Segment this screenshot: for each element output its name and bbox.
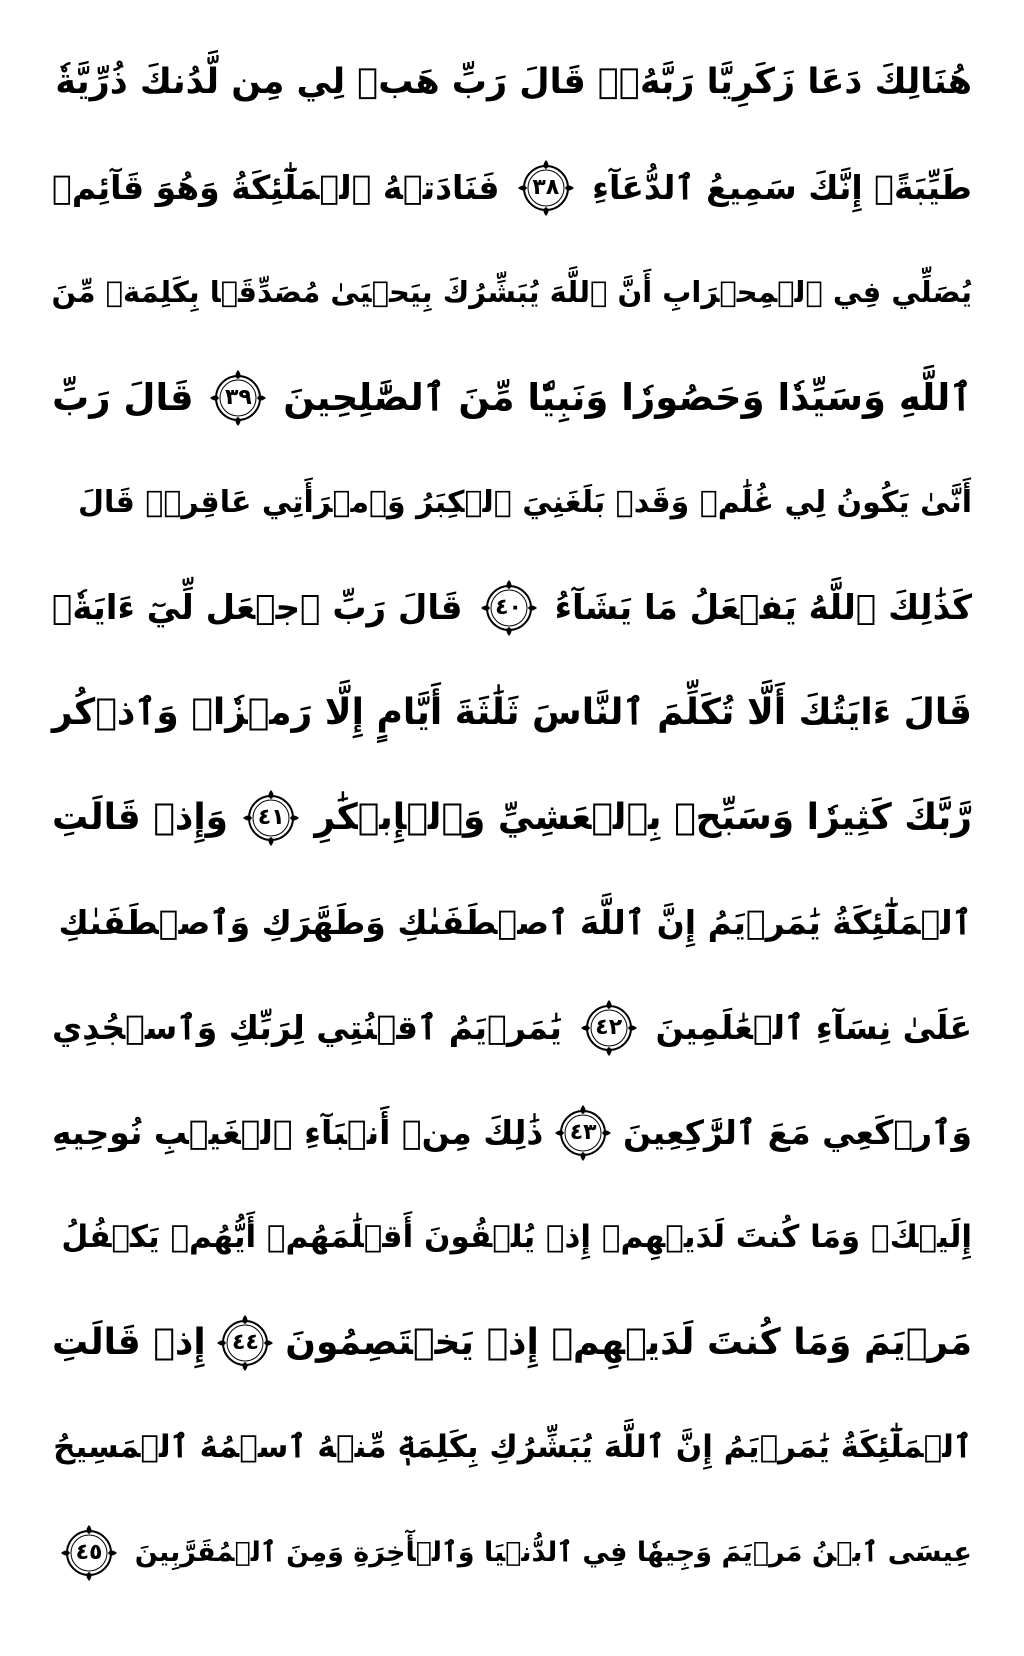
verse-end-marker	[214, 1312, 276, 1374]
text-segment: فَنَادَتۡهُ ٱلۡمَلَٰٓئِكَةُ وَهُوَ قَآئِمٞ	[52, 168, 500, 207]
text-segment: إِذۡ قَالَتِ	[52, 1321, 206, 1363]
verse-end-marker	[207, 367, 269, 429]
text-segment: طَيِّبَةًۖ إِنَّكَ سَمِيعُ ٱلدُّعَآءِ	[592, 168, 972, 207]
text-segment: هُنَالِكَ دَعَا زَكَرِيَّا رَبَّهُۥۖ قَالَ رَبِّ هَبۡ لِي مِن لَّدُنكَ ذُرِّيَّةٗ	[55, 62, 972, 102]
text-line	[52, 1290, 972, 1395]
text-segment: ٱلۡمَلَٰٓئِكَةُ يَٰمَرۡيَمُ إِنَّ ٱللَّهَ يُبَشِّرُكِ بِكَلِمَةٖ مِّنۡهُ ٱسۡمُهُ ٱلۡمَسِيحُ	[53, 1429, 972, 1465]
text-line	[52, 765, 972, 870]
verse-number: ٣٨	[532, 175, 560, 200]
text-segment: رَّبَّكَ كَثِيرٗا وَسَبِّحۡ بِٱلۡعَشِيِّ وَٱلۡإِبۡكَٰرِ	[314, 796, 972, 838]
verse-end-marker	[478, 577, 540, 639]
text-segment: إِلَيۡكَۚ وَمَا كُنتَ لَدَيۡهِمۡ إِذۡ يُلۡقُونَ أَقۡلَٰمَهُمۡ أَيُّهُمۡ يَكۡفُلُ	[61, 1219, 972, 1255]
text-line	[52, 1500, 972, 1605]
text-segment: كَذَٰلِكَ ٱللَّهُ يَفۡعَلُ مَا يَشَآءُ	[554, 587, 972, 628]
text-segment: ٱللَّهِ وَسَيِّدٗا وَحَصُورٗا وَنَبِيّٗا مِّنَ ٱلصَّٰلِحِينَ	[283, 376, 972, 419]
quran-text-block	[52, 30, 972, 1605]
text-segment: قَالَ رَبِّ ٱجۡعَل لِّيٓ ءَايَةٗۖ	[52, 587, 463, 628]
verse-number: ٤٣	[569, 1120, 597, 1145]
verse-end-marker	[58, 1522, 120, 1584]
verse-number: ٤٥	[75, 1540, 103, 1565]
text-segment: أَنَّىٰ يَكُونُ لِي غُلَٰمٞ وَقَدۡ بَلَغَنِيَ ٱلۡكِبَرُ وَٱمۡرَأَتِي عَاقِرٞۖ قَالَ	[78, 484, 972, 520]
text-line	[52, 870, 972, 975]
text-line	[52, 135, 972, 240]
verse-end-marker	[552, 1102, 614, 1164]
text-line	[52, 1080, 972, 1185]
verse-number: ٤٤	[232, 1330, 259, 1355]
text-segment: يَٰمَرۡيَمُ ٱقۡنُتِي لِرَبِّكِ وَٱسۡجُدِي	[52, 1008, 562, 1047]
verse-number: ٤١	[257, 805, 285, 830]
verse-number: ٤٢	[595, 1015, 623, 1040]
text-line	[52, 975, 972, 1080]
verse-number: ٤٠	[495, 595, 522, 620]
verse-end-marker	[515, 157, 577, 219]
text-segment: قَالَ ءَايَتُكَ أَلَّا تُكَلِّمَ ٱلنَّاسَ ثَلَٰثَةَ أَيَّامٍ إِلَّا رَمۡزٗاۗ وَٱذۡكُر	[51, 691, 972, 733]
text-segment: يُصَلِّي فِي ٱلۡمِحۡرَابِ أَنَّ ٱللَّهَ يُبَشِّرُكَ بِيَحۡيَىٰ مُصَدِّقَۢا بِكَلِمَةٖ مِّنَ	[51, 275, 972, 309]
text-line	[52, 30, 972, 135]
text-segment: مَرۡيَمَ وَمَا كُنتَ لَدَيۡهِمۡ إِذۡ يَخۡتَصِمُونَ	[285, 1321, 972, 1363]
text-segment: عَلَىٰ نِسَآءِ ٱلۡعَٰلَمِينَ	[655, 1008, 972, 1047]
text-line	[52, 555, 972, 660]
text-line	[52, 240, 972, 345]
text-line	[52, 1185, 972, 1290]
text-segment: ذَٰلِكَ مِنۡ أَنۢبَآءِ ٱلۡغَيۡبِ نُوحِيهِ	[52, 1113, 544, 1152]
text-segment: وَإِذۡ قَالَتِ	[52, 796, 229, 838]
text-line	[52, 1395, 972, 1500]
verse-number: ٣٩	[225, 385, 252, 410]
text-segment: قَالَ رَبِّ	[52, 376, 194, 419]
text-segment: وَٱرۡكَعِي مَعَ ٱلرَّٰكِعِينَ	[622, 1113, 972, 1152]
text-segment: عِيسَى ٱبۡنُ مَرۡيَمَ وَجِيهٗا فِي ٱلدُّنۡيَا وَٱلۡأٓخِرَةِ وَمِنَ ٱلۡمُقَرَّبِينَ	[134, 1537, 972, 1568]
text-line	[52, 345, 972, 450]
verse-end-marker	[240, 787, 302, 849]
text-line	[52, 450, 972, 555]
text-segment: ٱلۡمَلَٰٓئِكَةُ يَٰمَرۡيَمُ إِنَّ ٱللَّهَ ٱصۡطَفَىٰكِ وَطَهَّرَكِ وَٱصۡطَفَىٰكِ	[58, 903, 972, 942]
text-line	[52, 660, 972, 765]
verse-end-marker	[578, 997, 640, 1059]
